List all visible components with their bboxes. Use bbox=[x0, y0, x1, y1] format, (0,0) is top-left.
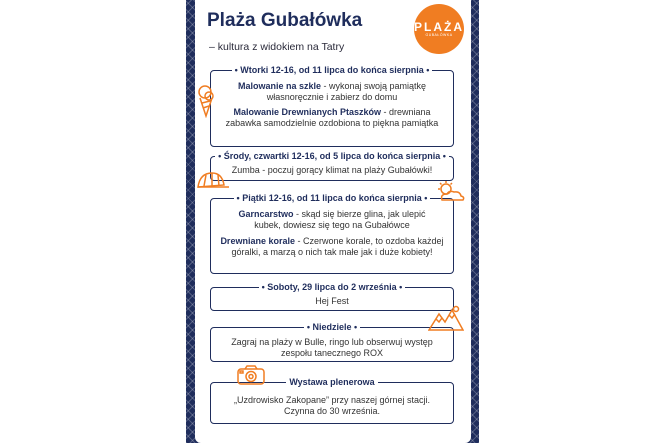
sun-cloud-icon bbox=[434, 180, 466, 204]
logo-sub-text: GUBAŁÓWKA bbox=[425, 32, 453, 37]
section-heading: • Niedziele • bbox=[211, 322, 453, 332]
section-heading: • Piątki 12-16, od 11 lipca do końca sierpnia • bbox=[211, 193, 453, 203]
activity-zumba: Zumba - poczuj gorący klimat na plaży Gubałówki! bbox=[231, 165, 433, 175]
activity-beads: Drewniane korale - Czerwone korale, to ozdoba każdej góralki, a marzą o nich tak małe jak i duże kobiety! bbox=[220, 236, 444, 257]
ice-cream-icon bbox=[196, 84, 216, 118]
plaza-logo bbox=[414, 4, 464, 54]
section-fridays bbox=[210, 193, 454, 274]
section-heading: Wystawa plenerowa bbox=[211, 377, 453, 387]
page-title: Plaża Gubałówka bbox=[207, 10, 363, 31]
section-tuesdays bbox=[210, 65, 454, 147]
section-heading: • Wtorki 12-16, od 11 lipca do końca sierpnia • bbox=[211, 65, 453, 75]
logo-main-text: PLAŻA bbox=[414, 19, 464, 34]
activity-bird-painting: Malowanie Drewnianych Ptaszków - drewniana zabawka samodzielnie ozdobiona to piękna pamiątka bbox=[225, 107, 439, 128]
page-subtitle: – kultura z widokiem na Tatry bbox=[209, 41, 345, 53]
activity-pottery: Garncarstwo - skąd się bierze glina, jak ulepić kubek, dowiesz się tego na Gubałówce bbox=[238, 209, 426, 230]
camera-icon bbox=[236, 364, 266, 386]
section-exhibition bbox=[210, 377, 454, 424]
section-heading: • Soboty, 29 lipca do 2 września • bbox=[211, 282, 453, 292]
section-sundays bbox=[210, 322, 454, 362]
section-saturdays bbox=[210, 282, 454, 311]
section-heading: • Środy, czwartki 12-16, od 5 lipca do końca sierpnia • bbox=[211, 151, 453, 161]
exhibition-text: „Uzdrowisko Zakopane” przy naszej górnej stacji. Czynna do 30 września. bbox=[233, 395, 431, 416]
cap-icon bbox=[196, 170, 230, 190]
section-wed-thu bbox=[210, 151, 454, 181]
activity-hej-fest: Hej Fest bbox=[315, 296, 349, 306]
mountains-icon bbox=[428, 304, 464, 332]
activity-sunday: Zagraj na plaży w Bulle, ringo lub obserwuj występ zespołu tanecznego ROX bbox=[231, 337, 433, 358]
activity-glass-painting: Malowanie na szkle - wykonaj swoją pamiątkę własnoręcznie i zabierz do domu bbox=[237, 81, 427, 102]
